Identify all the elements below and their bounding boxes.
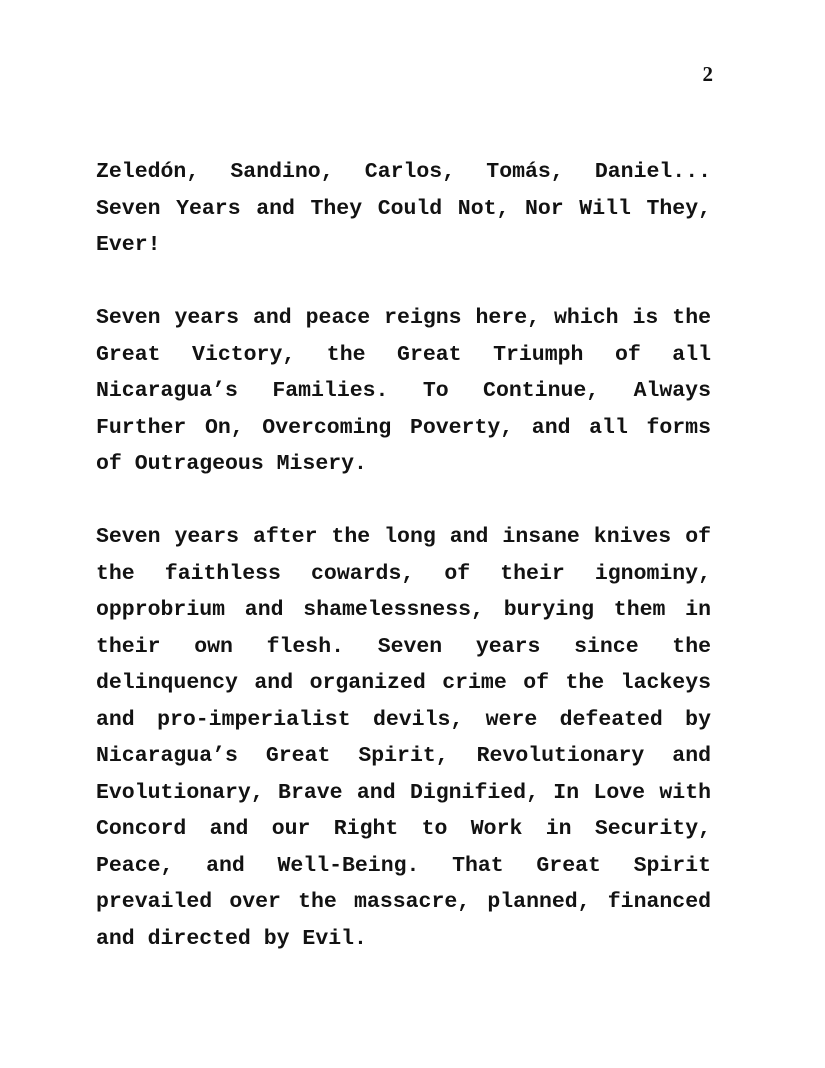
text-line: Seven Years and They Could Not, Nor Will They,	[96, 196, 711, 221]
text-line: and directed by Evil.	[96, 926, 367, 951]
document-body	[96, 154, 711, 957]
text-line: Further On, Overcoming Poverty, and all forms	[96, 415, 711, 440]
text-line: Seven years after the long and insane knives of	[96, 525, 711, 549]
text-line: Peace, and Well-Being. That Great Spirit	[96, 853, 711, 878]
paragraph	[96, 300, 711, 483]
text-line: opprobrium and shamelessness, burying them in	[96, 598, 711, 622]
text-line: Concord and our Right to Work in Security,	[96, 817, 711, 841]
text-line: Zeledón, Sandino, Carlos, Tomás, Daniel...	[96, 160, 711, 184]
text-line: of Outrageous Misery.	[96, 452, 367, 476]
paragraph	[96, 154, 711, 264]
text-line: their own flesh. Seven years since the	[96, 634, 711, 659]
text-line: Seven years and peace reigns here, which is the	[96, 306, 711, 330]
text-line: prevailed over the massacre, planned, financed	[96, 890, 711, 914]
text-line: and pro-imperialist devils, were defeated by	[96, 707, 711, 732]
text-line: the faithless cowards, of their ignominy,	[96, 561, 711, 586]
page-number: 2	[702, 62, 713, 86]
text-line: Evolutionary, Brave and Dignified, In Love with	[96, 780, 711, 805]
text-line: Nicaragua’s Families. To Continue, Always	[96, 379, 711, 403]
text-line: Nicaragua’s Great Spirit, Revolutionary and	[96, 744, 711, 768]
text-line: delinquency and organized crime of the lackeys	[96, 671, 711, 695]
text-line: Great Victory, the Great Triumph of all	[96, 342, 711, 367]
paragraph	[96, 519, 711, 957]
text-line: Ever!	[96, 233, 161, 257]
